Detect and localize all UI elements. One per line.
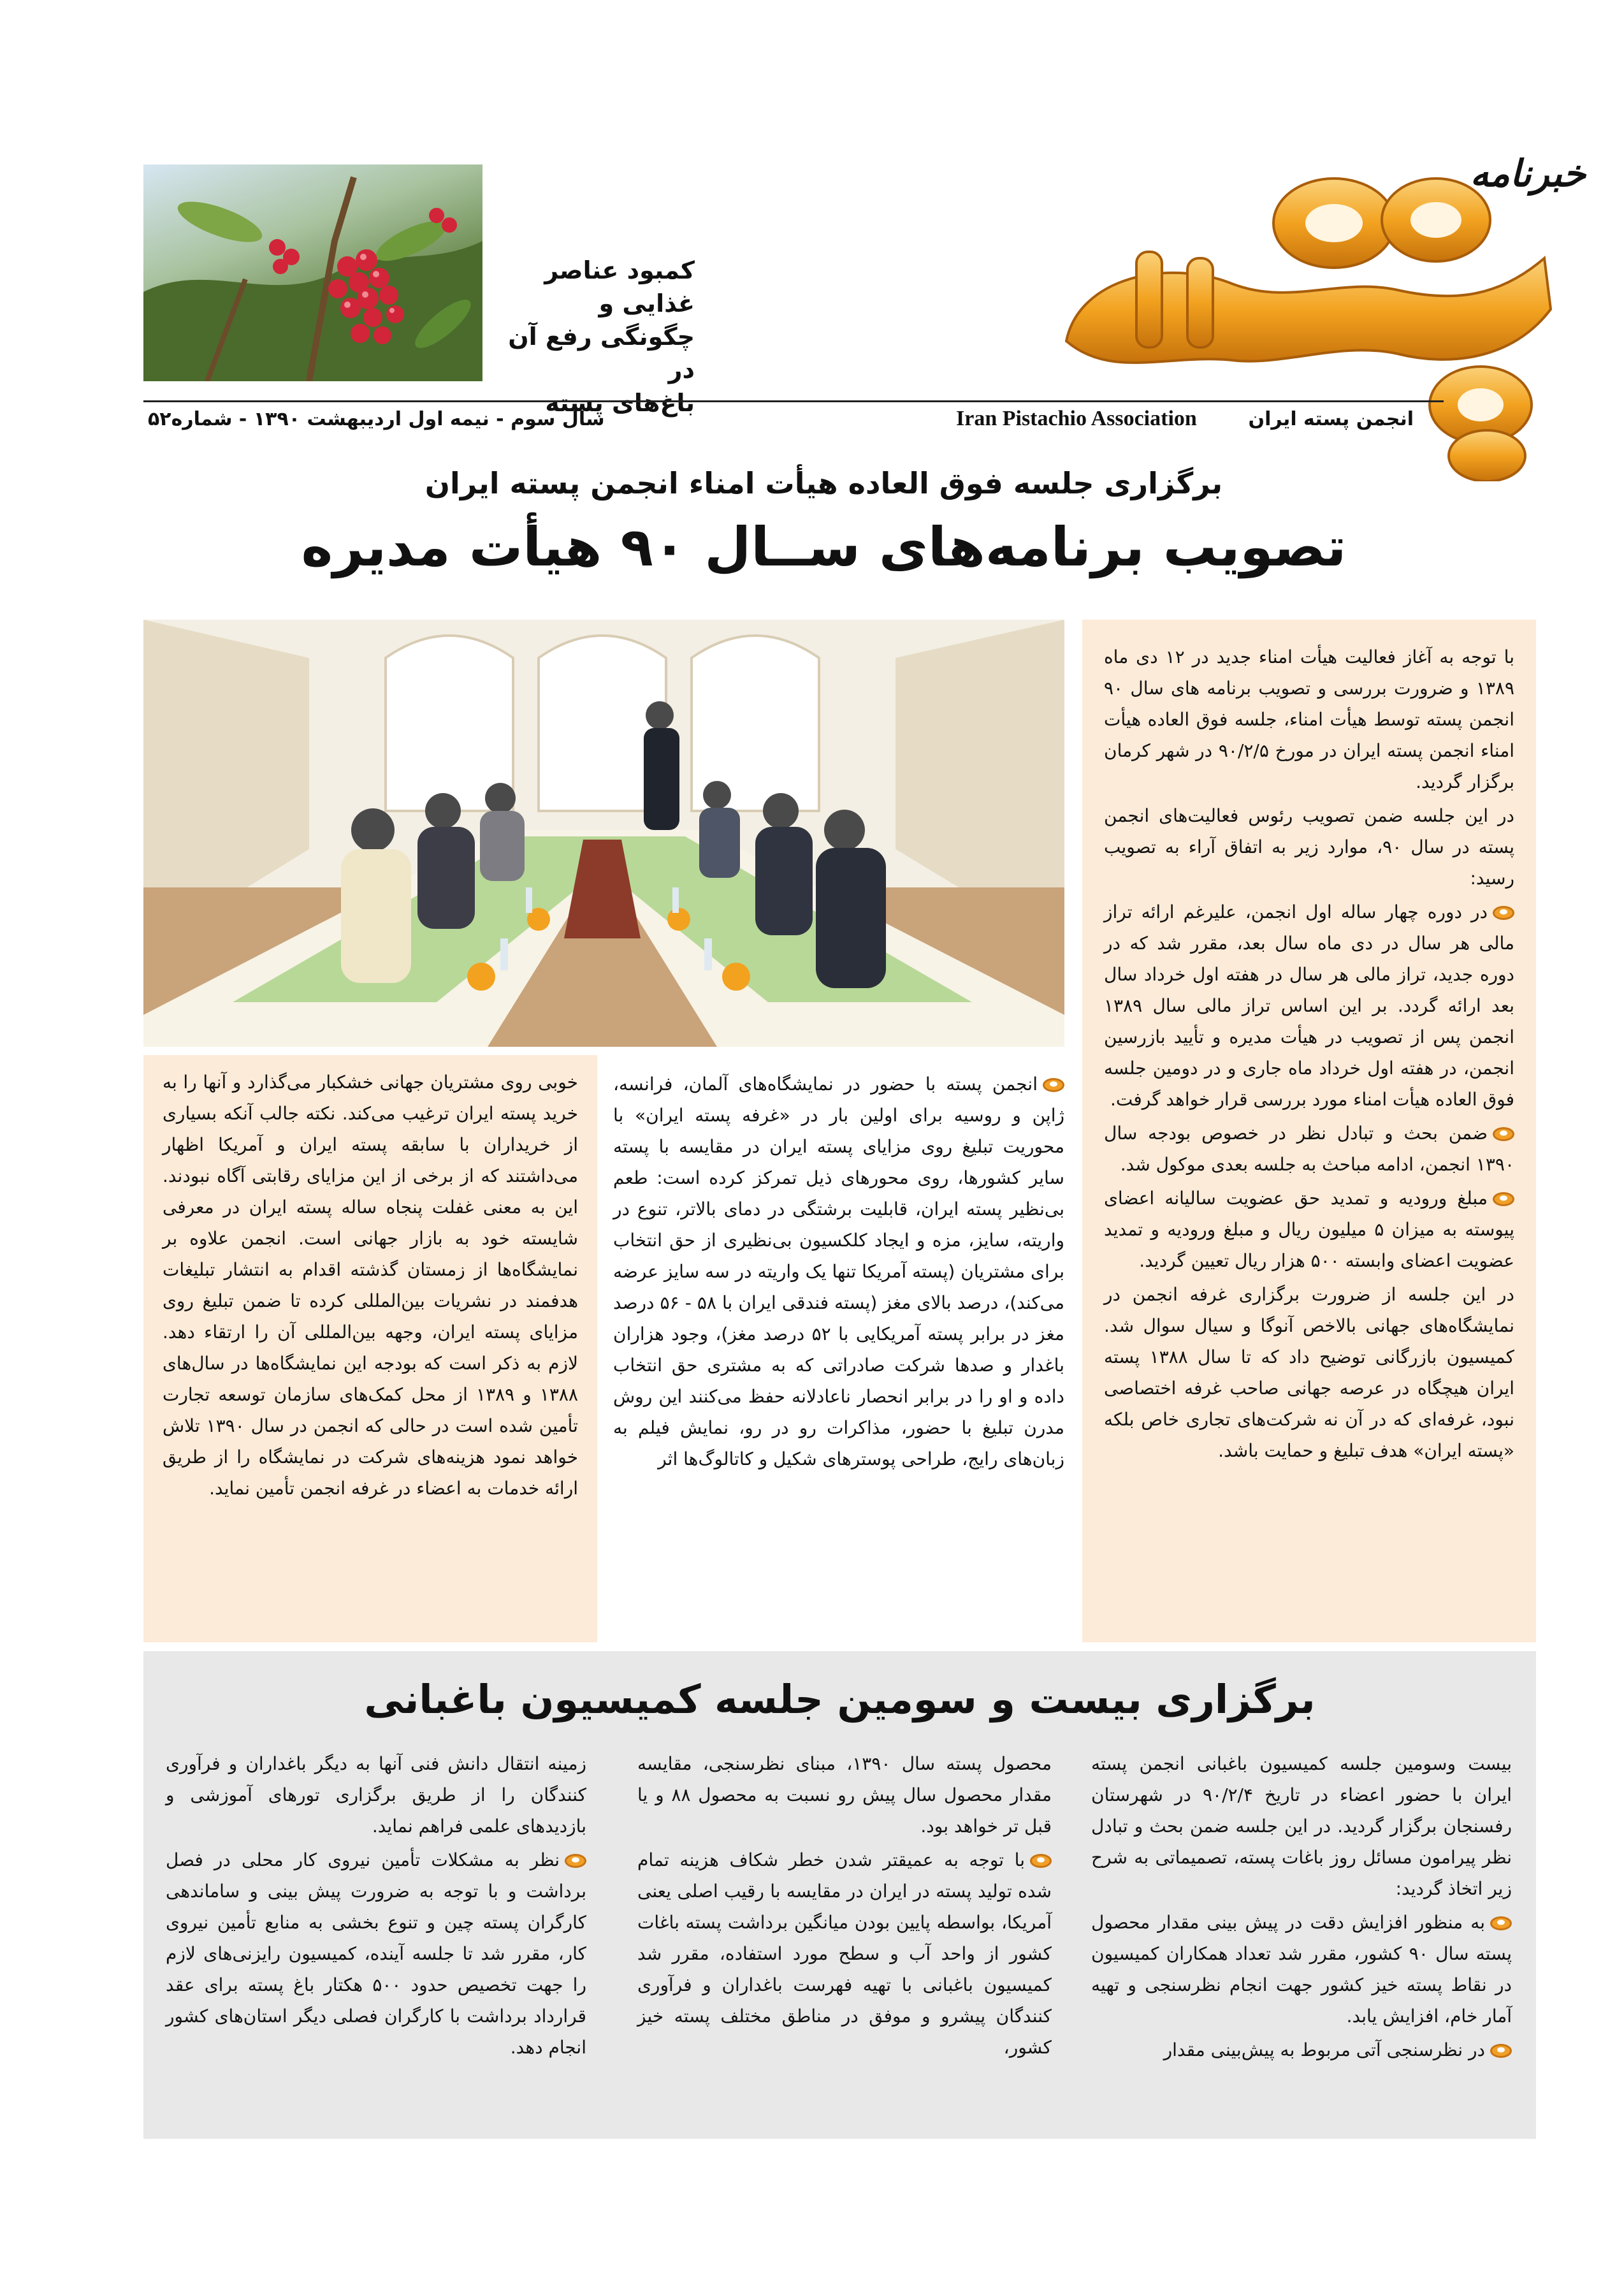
article1-middle-column [613,1068,1064,1642]
pistachio-bullet-icon [1030,1854,1052,1868]
pistachio-bullet-icon [1043,1078,1064,1092]
pistachio-bullet-icon [565,1854,586,1868]
teaser-line: کمبود عناصر غذایی و [544,256,695,317]
article1-left-column [143,1055,597,1642]
paragraph: در این جلسه از ضرورت برگزاری غرفه انجمن در نمایشگاه‌های جهانی بالاخص آنوگا و سیال سوال شد. کمیسیون بازرگانی توضیح داد که تا سال ۱۳۸۸ پسته ایران هیچگاه در عرصه جهانی صاحب غرفه اختصاصی نبود، غرفه‌ای که در آن نه شرکت‌های تجاری خاص بلکه «پسته ایران» هدف تبلیغ و حمایت باشد. [1104,1284,1515,1461]
paragraph: خوبی روی مشتریان جهانی خشکبار می‌گذارد و آنها را به خرید پسته ایران ترغیب می‌کند. نکته جالب آنکه بسیاری از خریداران با سابقه پسته ایران و آمریکا اظهار می‌داشتند که از برخی از این مزایای رقابتی آگاه نبودند. این به معنی غفلت پنجاه ساله پسته ایران در معرفی شایسته خود به بازار جهانی است. انجمن علاوه بر نمایشگاه‌ها از زمستان گذشته اقدام به انتشار تبلیغات هدفمند در نشریات بین‌المللی کرده تا ضمن تبلیغ روی مزایای پسته ایران، وجهه بین‌المللی آن را ارتقاء دهد. لازم به ذکر است که بودجه این نمایشگاه‌ها در سال‌های ۱۳۸۸ و ۱۳۸۹ از محل کمک‌های سازمان توسعه تجارت تأمین شده است در حالی که انجمن در سال ۱۳۹۰ تلاش خواهد نمود هزینه‌های شرکت در نمایشگاه را از طریق ارائه خدمات به اعضاء در غرفه انجمن تأمین نماید. [163,1072,578,1499]
bullet-paragraph: ضمن بحث و تبادل نظر در خصوص بودجه سال ۱۳۹۰ انجمن، ادامه مباحث به جلسه بعدی موکول شد. [1104,1123,1514,1175]
bullet-paragraph: در دوره چهار ساله اول انجمن، علیرغم ارائه تراز مالی هر سال در دی ماه سال بعد، مقرر شد که در دوره جدید، تراز مالی هر سال در هفته اول خرداد سال بعد ارائه گردد. بر این اساس تراز مالی سال ۱۳۸۹ انجمن پس از تصویب در هیأت مدیره و تأیید بازرسین انجمن، در هفته اول خرداد ماه جاری و در دومین جلسه فوق العاده هیأت امناء مورد بررسی قرار خواهد گرفت. [1104,901,1514,1110]
article2-headline: برگزاری بیست و سومین جلسه کمیسیون باغبانی [364,1676,1316,1723]
association-name-en: Iran Pistachio Association [956,407,1197,430]
masthead-info-line [143,400,1444,402]
bullet-paragraph: به منظور افزایش دقت در پیش بینی مقدار محصول پسته سال ۹۰ کشور، مقرر شد تعداد همکاران کمیسیون در نقاط پسته خیز کشور جهت انجام نظرسنجی و تهیه آمار خام، افزایش یابد. [1091,1912,1512,2027]
article-headline: تصویب برنامه‌های ســال ۹۰ هیأت مدیره [301,516,1347,578]
issue-info: سال سوم - نیمه اول اردیبهشت ۱۳۹۰ - شماره۵۲ [148,408,605,430]
logo-graphic [1041,150,1563,481]
bullet-paragraph: در نظرسنجی آتی مربوط به پیش‌بینی مقدار [1091,2034,1512,2066]
paragraph: با توجه به آغاز فعالیت هیأت امناء جدید در ۱۲ دی ماه ۱۳۸۹ و ضرورت بررسی و تصویب برنامه های سال ۹۰ انجمن پسته توسط هیأت امناء، جلسه فوق العاده هیأت امناء انجمن پسته ایران در مورخ ۹۰/۲/۵ در شهر کرمان برگزار گردید. [1104,646,1515,792]
meeting-scene-graphic [143,620,1064,1047]
pistachio-bullet-icon [1493,1127,1514,1141]
article2-left-text [166,1748,586,2066]
article2-middle-text [637,1748,1052,2066]
paragraph: بیست وسومین جلسه کمیسیون باغبانی انجمن پسته ایران با حضور اعضاء در تاریخ ۹۰/۲/۴ در شهرستان رفسنجان برگزار گردید. در این جلسه ضمن بحث و تبادل نظر پیرامون مسائل روز باغات پسته، تصمیماتی به شرح زیر اتخاذ گردید: [1091,1753,1512,1899]
article1-right-column [1082,620,1536,1642]
pistachio-tree-photo [143,164,482,381]
bullet-paragraph: با توجه به عمیقتر شدن خطر شکاف هزینه تمام شده تولید پسته در ایران در مقایسه با رقیب اصلی یعنی آمریکا، بواسطه پایین بودن میانگین برداشت پسته باغات کشور از واحد آب و سطح مورد استفاده، مقرر شد کمیسیون باغبانی با تهیه فهرست باغداران و فرآوری کنندگان پیشرو و موفق در مناطق مختلف پسته خیز کشور، [637,1849,1052,2058]
teaser [491,254,695,419]
article1-middle-text [613,1068,1064,1475]
article1-right-text [1104,641,1514,1466]
bullet-paragraph: مبلغ ورودیه و تمدید حق عضویت سالیانه اعضای پیوسته به میزان ۵ میلیون ریال و مبلغ ورودیه و تمدید عضویت اعضای وابسته ۵۰۰ هزار ریال تعیین گردید. [1104,1188,1514,1271]
meeting-photo [143,620,1064,1047]
association-name-fa: انجمن پسته ایران [1248,408,1414,430]
teaser-line: باغ‌های پسته [545,389,695,417]
paragraph: محصول پسته سال ۱۳۹۰، مبنای نظرسنجی، مقایسه مقدار محصول سال پیش رو نسبت به محصول ۸۸ و یا قبل تر خواهد بود. [637,1753,1052,1837]
newsletter-logo [1041,150,1563,481]
pistachio-bullet-icon [1490,1916,1512,1930]
article1-left-text [163,1067,578,1504]
bullet-paragraph: نظر به مشکلات تأمین نیروی کار محلی در فصل برداشت و با توجه به ضرورت پیش بینی و ساماندهی کارگران پسته چین و تنوع بخشی به منابع تأمین نیروی کار، مقرر شد تا جلسه آینده، کمیسیون رایزنی‌های لازم را جهت تخصیص حدود ۵۰۰ هکتار باغ پسته برای عقد قرارداد برداشت با کارگران فصلی دیگر استان‌های کشور انجام دهد. [166,1849,586,2058]
paragraph: در این جلسه ضمن تصویب رئوس فعالیت‌های انجمن پسته در سال ۹۰، موارد زیر به اتفاق آراء به تصویب رسید: [1104,805,1515,889]
article2-box [143,1651,1536,2139]
teaser-line: چگونگی رفع آن در [508,323,695,384]
pistachio-bullet-icon [1493,1192,1514,1206]
paragraph: زمینه انتقال دانش فنی آنها به دیگر باغداران و فرآوری کنندگان را از طریق برگزاری تورهای آموزشی و بازدیدهای علمی فراهم نماید. [166,1753,586,1837]
newsletter-small-title: خبرنامه [1470,152,1586,195]
masthead [0,0,1624,459]
article-kicker: برگزاری جلسه فوق العاده هیأت امناء انجمن پسته ایران [424,466,1223,500]
pistachio-bullet-icon [1493,906,1514,920]
article2-right-text [1091,1748,1512,2068]
bullet-paragraph: انجمن پسته با حضور در نمایشگاه‌های آلمان، فرانسه، ژاپن و روسیه برای اولین بار در «غرفه پسته ایران» با محوریت تبلیغ روی مزایای پسته ایران در مقایسه با پسته سایر کشورها، روی محورهای ذیل تمرکز کرده است: طعم بی‌نظیر پسته ایران، قابلیت برشتگی در دمای بالاتر، تنوع در واریته، سایز، مزه و ایجاد کلکسیون بی‌نظیری از حق انتخاب برای مشتریان (پسته آمریکا تنها یک واریته در سه سایز عرضه می‌کند)، درصد بالای مغز (پسته فندقی ایران با ۵۸ - ۵۶ درصد مغز در برابر پسته آمریکایی با ۵۲ درصد مغز)، وجود هزاران باغدار و صدها شرکت صادراتی که به مشتری حق انتخاب داده و او را در برابر انحصار ناعادلانه حفظ می‌کنند این روش مدرن تبلیغ با حضور، مذاکرات رو در رو، نمایش فیلم به زبان‌های رایج، طراحی پوسترهای شکیل و کاتالوگ‌ها اثر [613,1074,1065,1469]
pistachio-bullet-icon [1490,2044,1512,2058]
pistachio-cluster-graphic [143,164,482,381]
